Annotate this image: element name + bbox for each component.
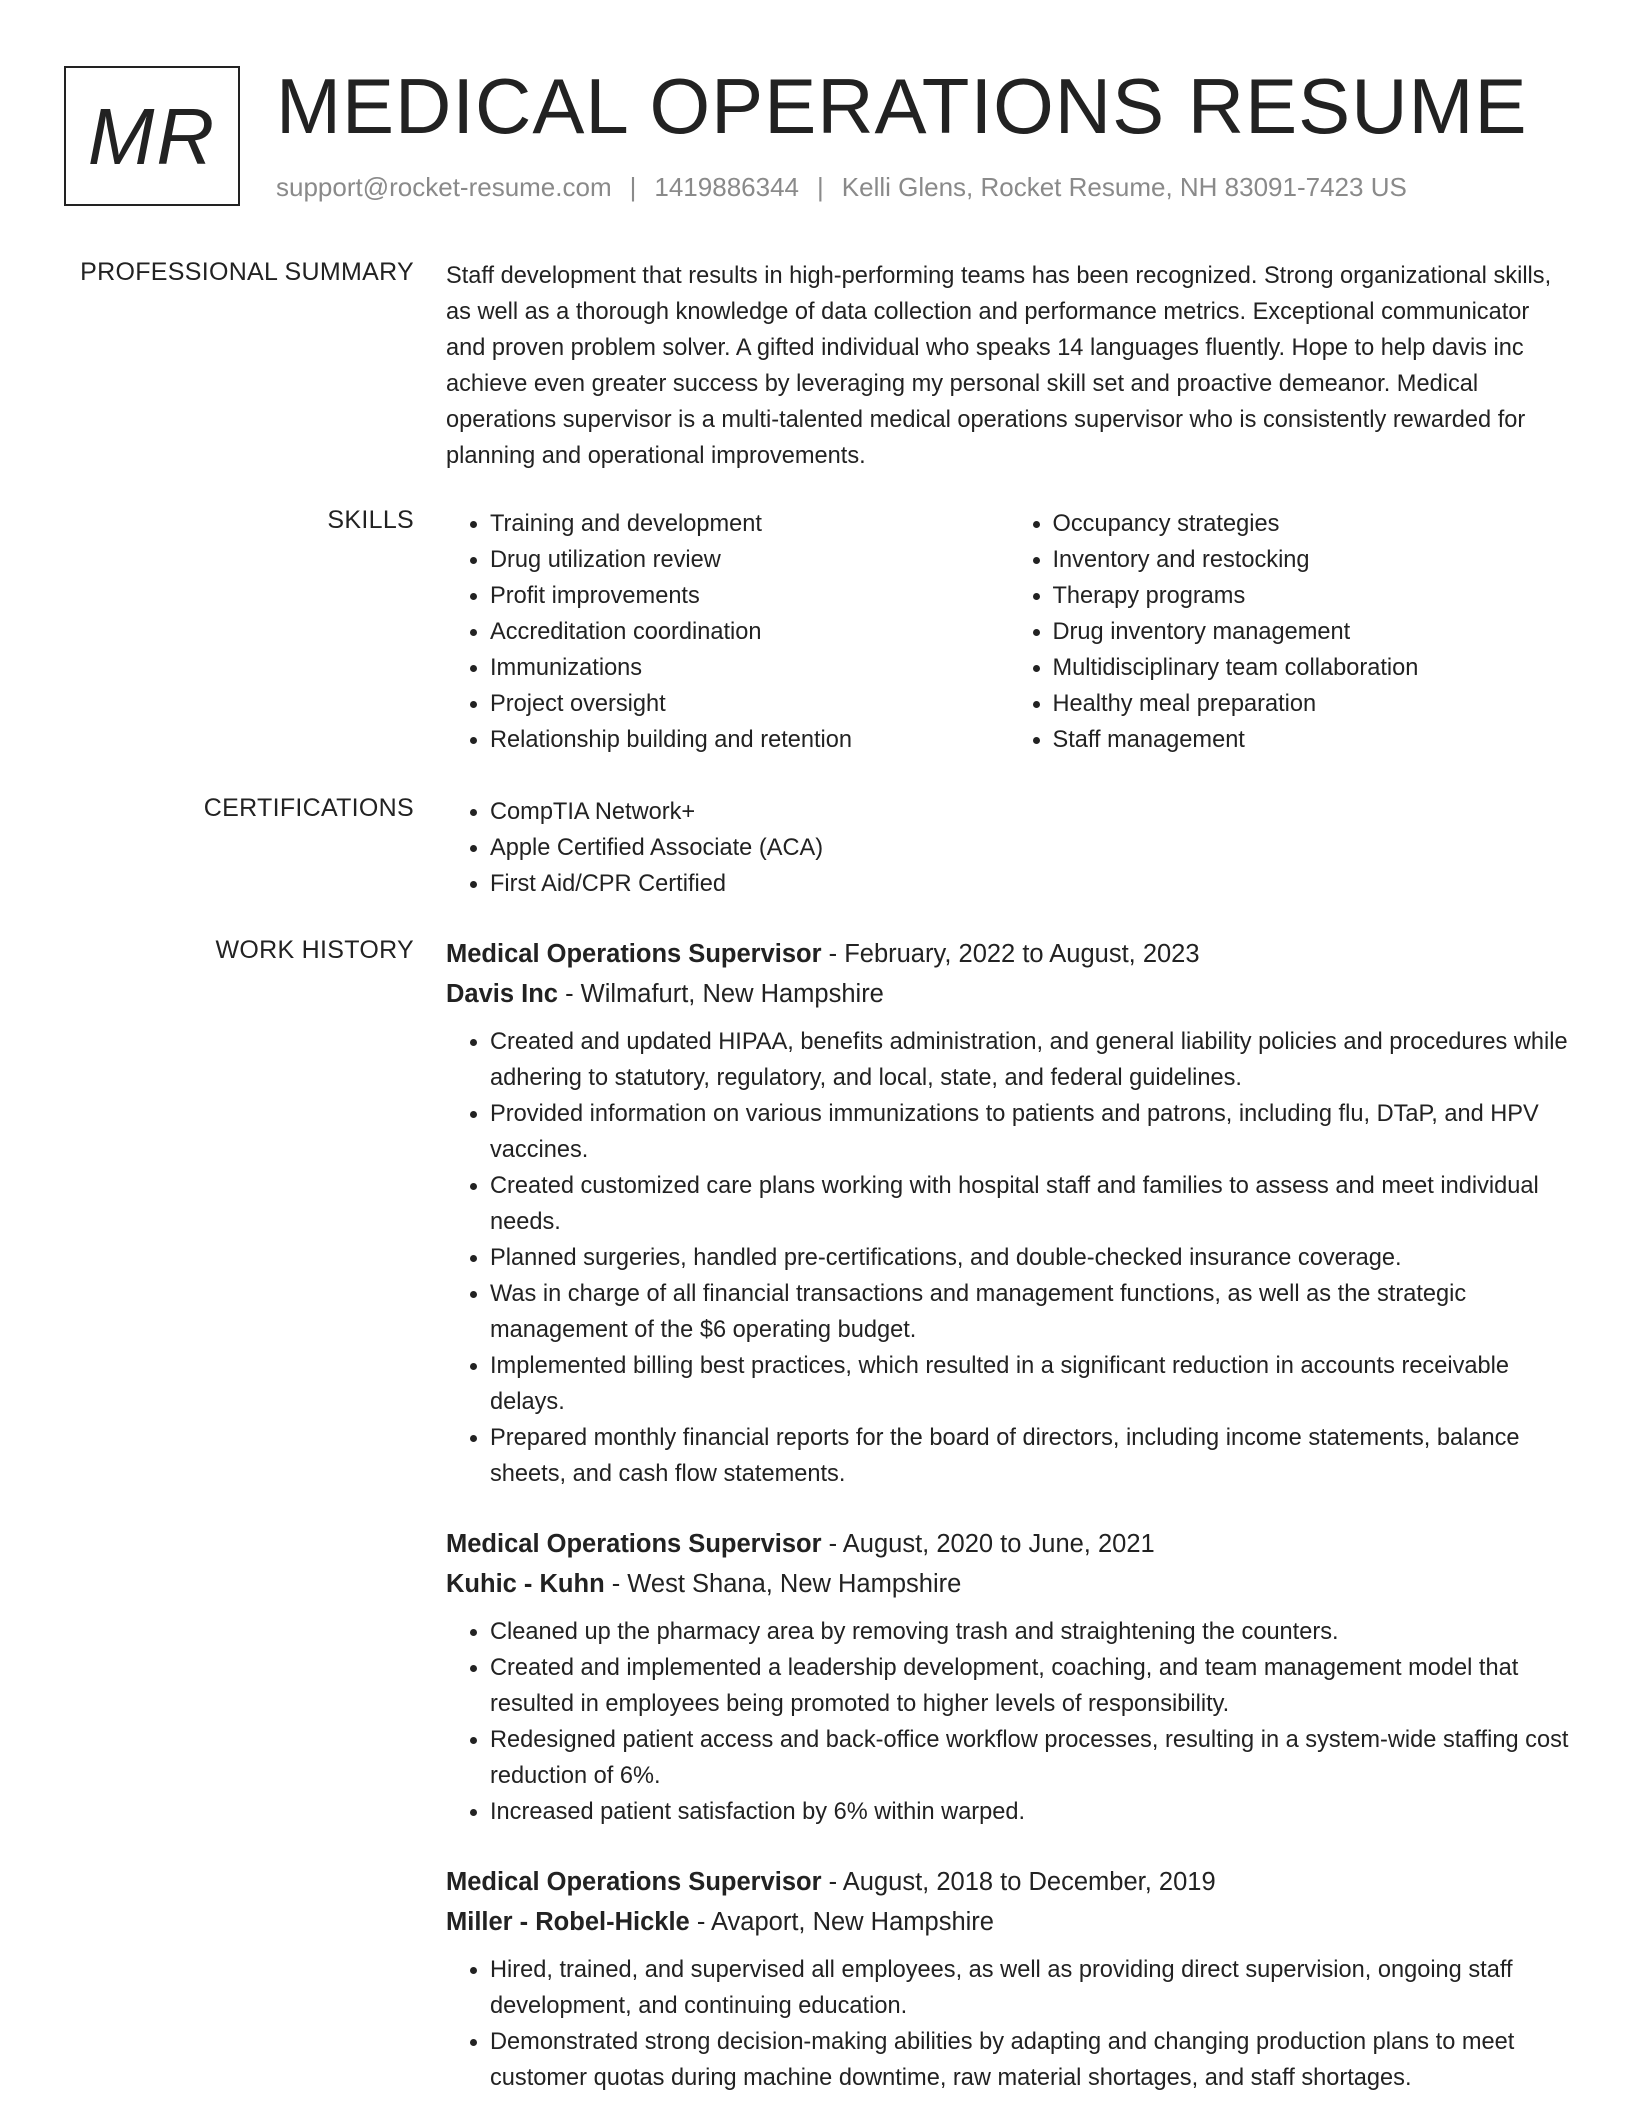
job-location: - West Shana, New Hampshire [604,1570,962,1598]
job-entry [446,934,1571,1492]
job-company-line [446,974,1571,1014]
skill-item: • Drug inventory management [1053,614,1572,650]
skill-item: • Immunizations [490,650,1009,686]
resume-header [64,62,1584,212]
skills-columns [446,506,1571,758]
certifications-body [446,794,1571,902]
job-title: Medical Operations Supervisor [446,1530,822,1558]
skill-item: • Therapy programs [1053,578,1572,614]
skill-item: • Training and development [490,506,1009,542]
job-location: - Avaport, New Hampshire [689,1908,994,1936]
summary-label: PROFESSIONAL SUMMARY [80,258,414,286]
contact-separator: | [817,172,824,202]
summary-text: Staff development that results in high-performing teams has been recognized. Strong organizational skills, as well as a thorough knowledge of data collection and performance metrics. Exceptional communicator and proven problem solver. A gifted individual who speaks 14 languages fluently. Hope to help davis inc achieve even greater success by leveraging my personal skill set and proactive demeanor. Medical operations supervisor is a multi-talented medical operations supervisor who is consistently rewarded for planning and operational improvements. [446,263,1552,469]
skills-body [446,506,1571,758]
contact-phone[interactable]: 1419886344 [654,172,799,202]
job-bullet: • Created and updated HIPAA, benefits administration, and general liability policies and procedures while adhering to statutory, regulatory, and local, state, and federal guidelines. [490,1024,1571,1096]
job-bullet: • Created and implemented a leadership development, coaching, and team management model that resulted in employees being promoted to higher levels of responsibility. [490,1650,1571,1722]
job-bullets [446,1614,1571,1830]
job-bullets [446,1024,1571,1492]
skill-item: • Multidisciplinary team collaboration [1053,650,1572,686]
skill-item: • Occupancy strategies [1053,506,1572,542]
certification-item: • Apple Certified Associate (ACA) [490,830,1571,866]
skill-item: • Inventory and restocking [1053,542,1572,578]
skill-item: • Profit improvements [490,578,1009,614]
job-bullet: • Prepared monthly financial reports for the board of directors, including income statements, balance sheets, and cash flow statements. [490,1420,1571,1492]
job-title-line [446,934,1571,974]
job-bullet: • Redesigned patient access and back-office workflow processes, resulting in a system-wide staffing cost reduction of 6%. [490,1722,1571,1794]
job-bullet: • Hired, trained, and supervised all employees, as well as providing direct supervision, ongoing staff development, and continuing education. [490,1952,1571,2024]
contact-separator: | [629,172,637,202]
job-bullet: • Created customized care plans working with hospital staff and families to assess and meet individual needs. [490,1168,1571,1240]
job-dates: - August, 2020 to June, 2021 [821,1530,1155,1558]
job-dates: - August, 2018 to December, 2019 [821,1868,1216,1896]
summary-body [446,258,1571,474]
skill-item: • Accreditation coordination [490,614,1009,650]
job-bullet: • Was in charge of all financial transactions and management functions, as well as the strategic management of the $6 operating budget. [490,1276,1571,1348]
skill-item: • Project oversight [490,686,1009,722]
skills-list-left [446,506,1009,758]
job-location: - Wilmafurt, New Hampshire [557,980,884,1008]
job-company-line [446,1902,1571,1942]
contact-line [276,172,1407,203]
certification-item: • CompTIA Network+ [490,794,1571,830]
job-company: Miller - Robel-Hickle [446,1908,690,1936]
monogram-logo: MR [64,66,240,206]
job-bullet: • Demonstrated strong decision-making abilities by adapting and changing production plans to meet customer quotas during machine downtime, raw material shortages, and staff shortages. [490,2024,1571,2096]
job-company-line [446,1564,1571,1604]
contact-address: Kelli Glens, Rocket Resume, NH 83091-7423 US [841,172,1407,202]
skill-item: • Healthy meal preparation [1053,686,1572,722]
contact-email[interactable]: support@rocket-resume.com [276,172,612,202]
skills-list-right [1009,506,1572,758]
job-company: Kuhic - Kuhn [446,1570,605,1598]
job-bullet: • Provided information on various immunizations to patients and patrons, including flu, DTaP, and HPV vaccines. [490,1096,1571,1168]
job-entry [446,1862,1571,2096]
resume-title: MEDICAL OPERATIONS RESUME [276,62,1528,150]
job-bullet: • Increased patient satisfaction by 6% within warped. [490,1794,1571,1830]
job-title-line [446,1862,1571,1902]
job-bullets [446,1952,1571,2096]
certification-item: • First Aid/CPR Certified [490,866,1571,902]
work-history-label: WORK HISTORY [215,936,414,964]
skill-item: • Drug utilization review [490,542,1009,578]
job-dates: - February, 2022 to August, 2023 [821,940,1200,968]
skill-item: • Staff management [1053,722,1572,758]
work-history-body [446,934,1571,2096]
job-bullet: • Cleaned up the pharmacy area by removing trash and straightening the counters. [490,1614,1571,1650]
job-title-line [446,1524,1571,1564]
certifications-label: CERTIFICATIONS [203,794,414,822]
job-company: Davis Inc [446,980,558,1008]
skills-label: SKILLS [327,506,414,534]
job-entry [446,1524,1571,1830]
job-bullet: • Planned surgeries, handled pre-certifications, and double-checked insurance coverage. [490,1240,1571,1276]
job-bullet: • Implemented billing best practices, which resulted in a significant reduction in accounts receivable delays. [490,1348,1571,1420]
job-title: Medical Operations Supervisor [446,1868,822,1896]
skill-item: • Relationship building and retention [490,722,1009,758]
job-title: Medical Operations Supervisor [446,940,822,968]
certifications-list [446,794,1571,902]
